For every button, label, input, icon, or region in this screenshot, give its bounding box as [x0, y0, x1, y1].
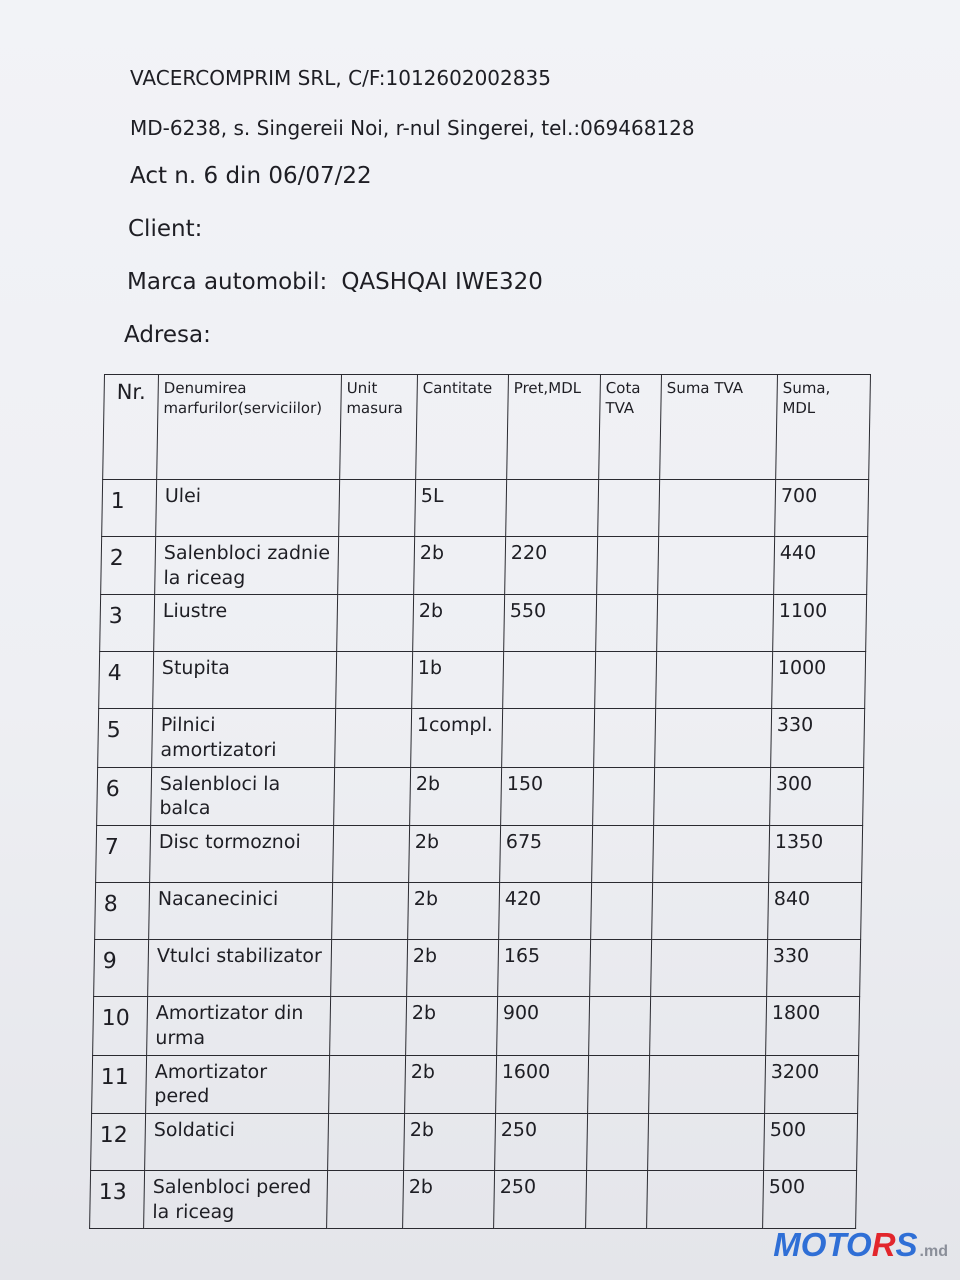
motors-watermark: MOTORS .md [773, 1226, 948, 1263]
row-number: 4 [99, 652, 154, 709]
col-header: Cota TVA [599, 375, 662, 480]
row-number: 3 [100, 595, 155, 652]
cota-tva-cell [596, 595, 658, 652]
price-cell [506, 480, 599, 537]
cota-tva-cell [594, 709, 656, 767]
table-row [98, 709, 865, 767]
total-cell: 300 [770, 767, 864, 825]
item-name: Salenbloci zadnie la riceag [155, 537, 339, 595]
company-line: VACERCOMPRIM SRL, C/F:1012602002835 [130, 66, 551, 90]
unit-cell [327, 1170, 404, 1228]
col-header: Cantitate [416, 375, 509, 480]
table-row [99, 652, 866, 709]
row-number: 12 [91, 1113, 146, 1170]
item-name: Disc tormoznoi [150, 826, 334, 883]
quantity-cell: 2b [403, 1170, 495, 1228]
total-cell: 440 [774, 537, 868, 595]
item-name: Stupita [153, 652, 337, 709]
item-name: Salenbloci pered la riceag [144, 1170, 328, 1228]
total-cell: 500 [763, 1170, 857, 1228]
price-cell: 550 [504, 595, 597, 652]
table-row [91, 1113, 858, 1170]
price-cell: 900 [497, 997, 590, 1055]
suma-tva-cell [650, 997, 767, 1055]
table-row [96, 826, 863, 883]
cota-tva-cell [587, 1113, 649, 1170]
unit-cell [328, 1113, 405, 1170]
quantity-cell: 2b [410, 767, 502, 825]
total-cell: 500 [764, 1113, 858, 1170]
suma-tva-cell [656, 652, 773, 709]
unit-cell [334, 767, 411, 825]
quantity-cell: 2b [404, 1113, 496, 1170]
table-row [94, 940, 861, 997]
price-cell: 250 [495, 1113, 588, 1170]
quantity-cell: 2b [407, 940, 499, 997]
cota-tva-cell [589, 997, 651, 1055]
price-cell: 1600 [496, 1055, 589, 1113]
price-cell: 165 [498, 940, 591, 997]
items-table [89, 374, 871, 1229]
total-cell: 1350 [769, 826, 863, 883]
item-name: Vtulci stabilizator [148, 940, 332, 997]
price-cell [502, 709, 595, 767]
total-cell: 1800 [766, 997, 860, 1055]
total-cell: 330 [771, 709, 865, 767]
quantity-cell: 1compl. [411, 709, 503, 767]
total-cell: 700 [775, 480, 869, 537]
col-header: Suma, MDL [776, 375, 871, 480]
cota-tva-cell [597, 537, 659, 595]
cota-tva-cell [586, 1170, 648, 1228]
cota-tva-cell [590, 940, 652, 997]
table-row [97, 767, 864, 825]
cota-tva-cell [591, 883, 653, 940]
suma-tva-cell [659, 480, 776, 537]
col-header: Unit masura [340, 375, 418, 480]
unit-cell [335, 709, 412, 767]
item-name: Liustre [154, 595, 338, 652]
unit-cell [329, 1055, 406, 1113]
suma-tva-cell [657, 595, 774, 652]
quantity-cell: 2b [413, 595, 505, 652]
price-cell: 420 [499, 883, 592, 940]
suma-tva-cell [649, 1055, 766, 1113]
table-header [103, 375, 871, 480]
suma-tva-cell [647, 1170, 764, 1228]
unit-cell [331, 940, 408, 997]
row-number: 8 [95, 883, 150, 940]
price-cell: 150 [501, 767, 594, 825]
row-number: 6 [97, 767, 152, 825]
cota-tva-cell [595, 652, 657, 709]
suma-tva-cell [652, 883, 769, 940]
unit-cell [336, 652, 413, 709]
table-row [102, 480, 869, 537]
row-number: 9 [94, 940, 149, 997]
table-row [95, 883, 862, 940]
car-line [127, 269, 543, 295]
cota-tva-cell [598, 480, 660, 537]
act-line: Act n. 6 din 06/07/22 [130, 163, 372, 189]
quantity-cell: 2b [414, 537, 506, 595]
item-name: Amortizator din urma [147, 997, 331, 1055]
car-value: QASHQAI IWE320 [341, 269, 543, 295]
cota-tva-cell [588, 1055, 650, 1113]
row-number: 5 [98, 709, 153, 767]
total-cell: 330 [767, 940, 861, 997]
unit-cell [332, 883, 409, 940]
price-cell [503, 652, 596, 709]
row-number: 7 [96, 826, 151, 883]
table-row [90, 1170, 857, 1228]
col-header: Pret,MDL [507, 375, 601, 480]
unit-cell [333, 826, 410, 883]
row-number: 2 [101, 537, 156, 595]
suma-tva-cell [654, 767, 771, 825]
quantity-cell: 2b [406, 997, 498, 1055]
suma-tva-cell [655, 709, 772, 767]
car-label: Marca automobil: [127, 269, 328, 295]
item-name: Pilnici amortizatori [152, 709, 336, 767]
table-row [93, 997, 860, 1055]
table-row [100, 595, 867, 652]
price-cell: 220 [505, 537, 598, 595]
col-header: Nr. [103, 375, 159, 480]
row-number: 1 [102, 480, 157, 537]
address-line: MD-6238, s. Singereii Noi, r-nul Singerei, tel.:069468128 [130, 116, 695, 140]
item-name: Salenbloci la balca [151, 767, 335, 825]
table-row [101, 537, 868, 595]
total-cell: 3200 [765, 1055, 859, 1113]
total-cell: 1000 [772, 652, 866, 709]
suma-tva-cell [658, 537, 775, 595]
row-number: 13 [90, 1170, 145, 1228]
unit-cell [339, 480, 416, 537]
item-name: Ulei [156, 480, 340, 537]
table-row [92, 1055, 859, 1113]
quantity-cell: 5L [415, 480, 507, 537]
suma-tva-cell [648, 1113, 765, 1170]
unit-cell [337, 595, 414, 652]
row-number: 11 [92, 1055, 147, 1113]
unit-cell [338, 537, 415, 595]
cota-tva-cell [593, 767, 655, 825]
item-name: Soldatici [145, 1113, 329, 1170]
suma-tva-cell [653, 826, 770, 883]
unit-cell [330, 997, 407, 1055]
table-body [90, 480, 869, 1229]
total-cell: 840 [768, 883, 862, 940]
suma-tva-cell [651, 940, 768, 997]
item-name: Nacanecinici [149, 883, 333, 940]
col-header: Suma TVA [660, 375, 778, 480]
col-header: Denumirea marfurilor(serviciilor) [157, 375, 342, 480]
row-number: 10 [93, 997, 148, 1055]
item-name: Amortizator pered [146, 1055, 330, 1113]
total-cell: 1100 [773, 595, 867, 652]
quantity-cell: 1b [412, 652, 504, 709]
adresa-label: Adresa: [124, 322, 211, 348]
quantity-cell: 2b [408, 883, 500, 940]
price-cell: 675 [500, 826, 593, 883]
quantity-cell: 2b [405, 1055, 497, 1113]
cota-tva-cell [592, 826, 654, 883]
header-row [103, 375, 871, 480]
client-label: Client: [128, 216, 203, 242]
quantity-cell: 2b [409, 826, 501, 883]
price-cell: 250 [494, 1170, 587, 1228]
